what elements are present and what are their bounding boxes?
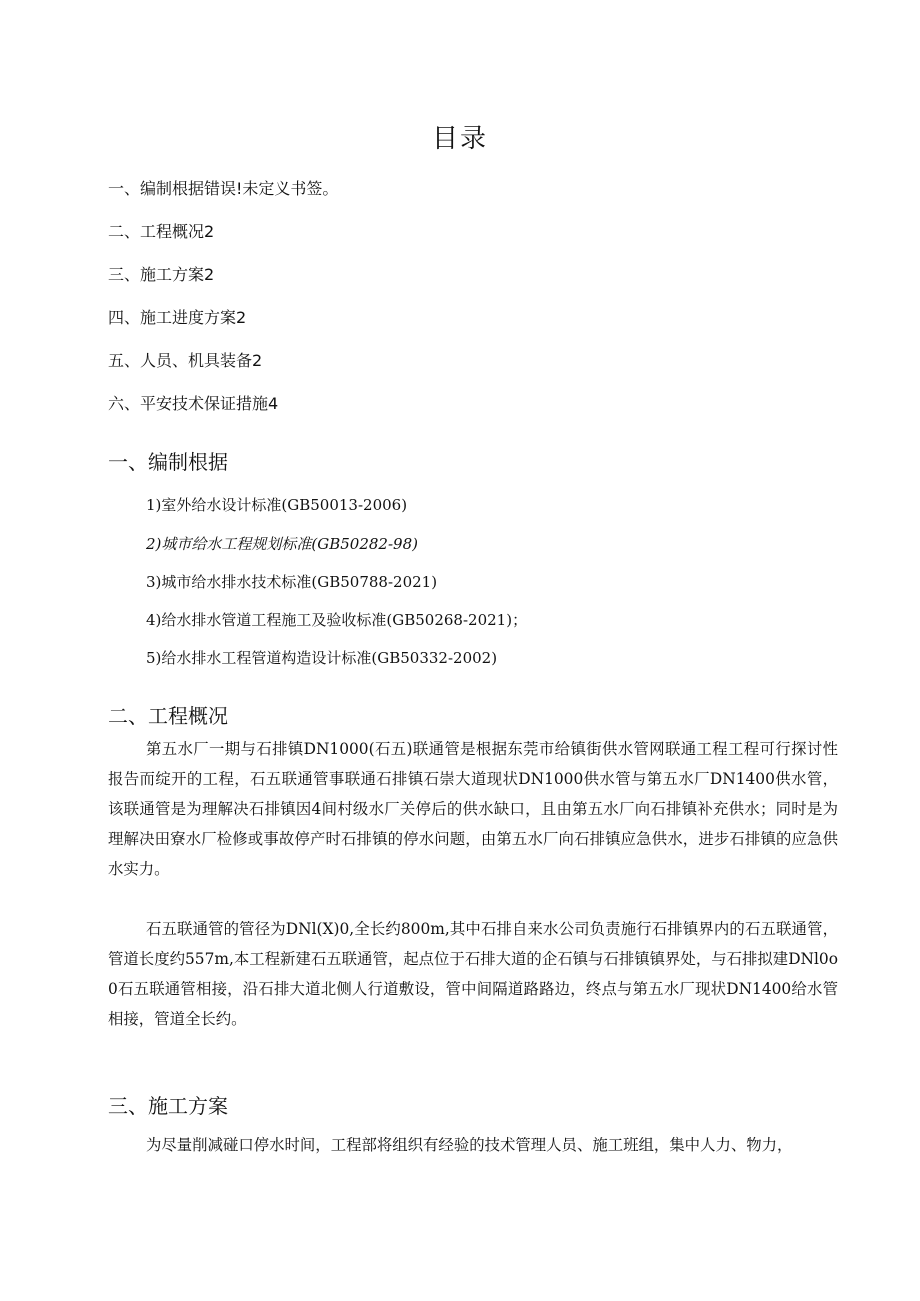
toc-item-2[interactable]: 二、工程概况2 bbox=[108, 222, 215, 241]
toc-item-1[interactable]: 一、编制根据错误!未定义书签。 bbox=[108, 179, 339, 198]
reference-item-4: 4)给水排水管道工程施工及验收标准(GB50268-2021)； bbox=[146, 611, 528, 629]
reference-item-3: 3)城市给水排水技术标准(GB50788-2021) bbox=[146, 573, 438, 591]
toc-item-6[interactable]: 六、平安技术保证措施4 bbox=[108, 394, 279, 413]
section-heading-overview: 二、工程概况 bbox=[108, 704, 228, 728]
reference-item-1: 1)室外给水设计标准(GB50013-2006) bbox=[146, 496, 408, 514]
overview-paragraph-1: 第五水厂一期与石排镇DN1000(石五)联通管是根据东莞市给镇街供水管网联通工程工程可行探讨性报告而绽开的工程，石五联通管事联通石排镇石崇大道现状DN1000供水管与第五水厂DN1400供水管，该联通管是为理解决石排镇因4间村级水厂关停后的供水缺口，且由第五水厂向石排镇补充供水；同时是为理解决田寮水厂检修或事故停产时石排镇的停水问题，由第五水厂向石排镇应急供水，进步石排镇的应急供水实力。 bbox=[108, 740, 838, 878]
toc-item-3[interactable]: 三、施工方案2 bbox=[108, 265, 215, 284]
overview-paragraph-2: 石五联通管的管径为DNl(X)0,全长约800m,其中石排自来水公司负责施行石排镇界内的石五联通管，管道长度约557m,本工程新建石五联通管，起点位于石排大道的企石镇与石排镇镇界处，与石排拟建DNl0o0石五联通管相接，沿石排大道北侧人行道敷设，管中间隔道路路边，终点与第五水厂现状DN1400给水管相接，管道全长约。 bbox=[108, 920, 838, 1028]
toc-item-5[interactable]: 五、人员、机具装备2 bbox=[108, 351, 263, 370]
toc-item-4[interactable]: 四、施工进度方案2 bbox=[108, 308, 247, 327]
page-title: 目录 bbox=[431, 124, 488, 154]
plan-paragraph-1: 为尽量削减碰口停水时间，工程部将组织有经验的技术管理人员、施工班组，集中人力、物力， bbox=[146, 1136, 793, 1154]
reference-item-2: 2)城市给水工程规划标准(GB50282-98) bbox=[146, 535, 418, 553]
reference-item-5: 5)给水排水工程管道构造设计标准(GB50332-2002) bbox=[146, 649, 498, 667]
section-heading-plan: 三、施工方案 bbox=[108, 1094, 228, 1118]
section-heading-basis: 一、编制根据 bbox=[108, 450, 228, 474]
